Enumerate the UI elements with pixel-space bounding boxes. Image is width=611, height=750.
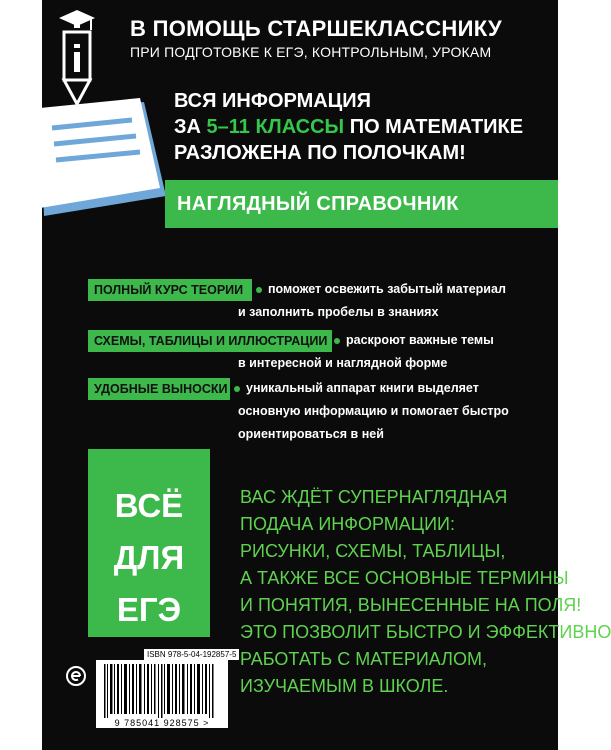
chalk-line: ИЗУЧАЕМЫМ В ШКОЛЕ. [240,676,449,696]
feature-label-schemes: СХЕМЫ, ТАБЛИЦЫ И ИЛЛЮСТРАЦИИ [88,330,332,352]
headline [174,88,523,166]
feature-text-schemes-2: в интересной и наглядной форме [238,356,448,370]
chalk-line: И ПОНЯТИЯ, ВЫНЕСЕННЫЕ НА ПОЛЯ! [240,595,582,615]
barcode-icon [96,660,228,718]
barcode-number: 9 785041 928575 > [96,718,228,728]
feature-label-callouts: УДОБНЫЕ ВЫНОСКИ [88,378,230,400]
bullet-dot-icon [256,287,262,293]
headline-line-2 [174,114,523,140]
feature-text-theory-1: поможет освежить забытый материал [256,278,506,301]
chalk-line: А ТАКЖЕ ВСЕ ОСНОВНЫЕ ТЕРМИНЫ [240,568,569,588]
headline-line-2-pre: ЗА [174,116,207,138]
chalk-line: ПОДАЧА ИНФОРМАЦИИ: [240,514,455,534]
isbn-label: ISBN 978-5-04-192857-5 [144,649,239,660]
feature-text-callouts-1: уникальный аппарат книги выделяет [234,377,479,400]
book-back-cover [42,0,611,750]
feature-label-theory: ПОЛНЫЙ КУРС ТЕОРИИ [88,279,252,301]
feature-text-theory-2: и заполнить пробелы в знаниях [238,305,439,319]
headline-line-3: РАЗЛОЖЕНА ПО ПОЛОЧКАМ! [174,142,466,164]
bullet-dot-icon [334,338,340,344]
exam-word-2: ДЛЯ [113,539,185,576]
chalk-description [240,484,611,700]
exam-block-text [88,480,210,636]
pencil-cap-logo-icon [57,8,97,106]
series-subtitle: ПРИ ПОДГОТОВКЕ К ЕГЭ, КОНТРОЛЬНЫМ, УРОКАМ [130,44,492,60]
feature-text-callouts-2: основную информацию и помогает быстро [238,404,509,418]
chalk-line: РИСУНКИ, СХЕМЫ, ТАБЛИЦЫ, [240,541,506,561]
feature-text-schemes-1: раскроют важные темы [334,329,494,352]
chalk-line: РАБОТАТЬ С МАТЕРИАЛОМ, [240,649,487,669]
grades-accent: 5–11 КЛАССЫ [206,116,345,138]
publisher-logo-icon [66,666,86,686]
headline-line-2-post: ПО МАТЕМАТИКЕ [344,116,524,138]
exam-word-1: ВСЁ [114,487,184,524]
headline-line-1: ВСЯ ИНФОРМАЦИЯ [174,90,372,112]
exam-word-3: ЕГЭ [116,591,182,628]
chalk-line: ЭТО ПОЗВОЛИТ БЫСТРО И ЭФФЕКТИВНО [240,622,611,642]
guide-banner: НАГЛЯДНЫЙ СПРАВОЧНИК [165,180,558,228]
series-title: В ПОМОЩЬ СТАРШЕКЛАССНИКУ [130,16,502,41]
bullet-dot-icon [234,386,240,392]
chalk-line: ВАС ЖДЁТ СУПЕРНАГЛЯДНАЯ [240,487,508,507]
feature-text-callouts-3: ориентироваться в ней [238,427,384,441]
open-book-icon [40,98,168,222]
